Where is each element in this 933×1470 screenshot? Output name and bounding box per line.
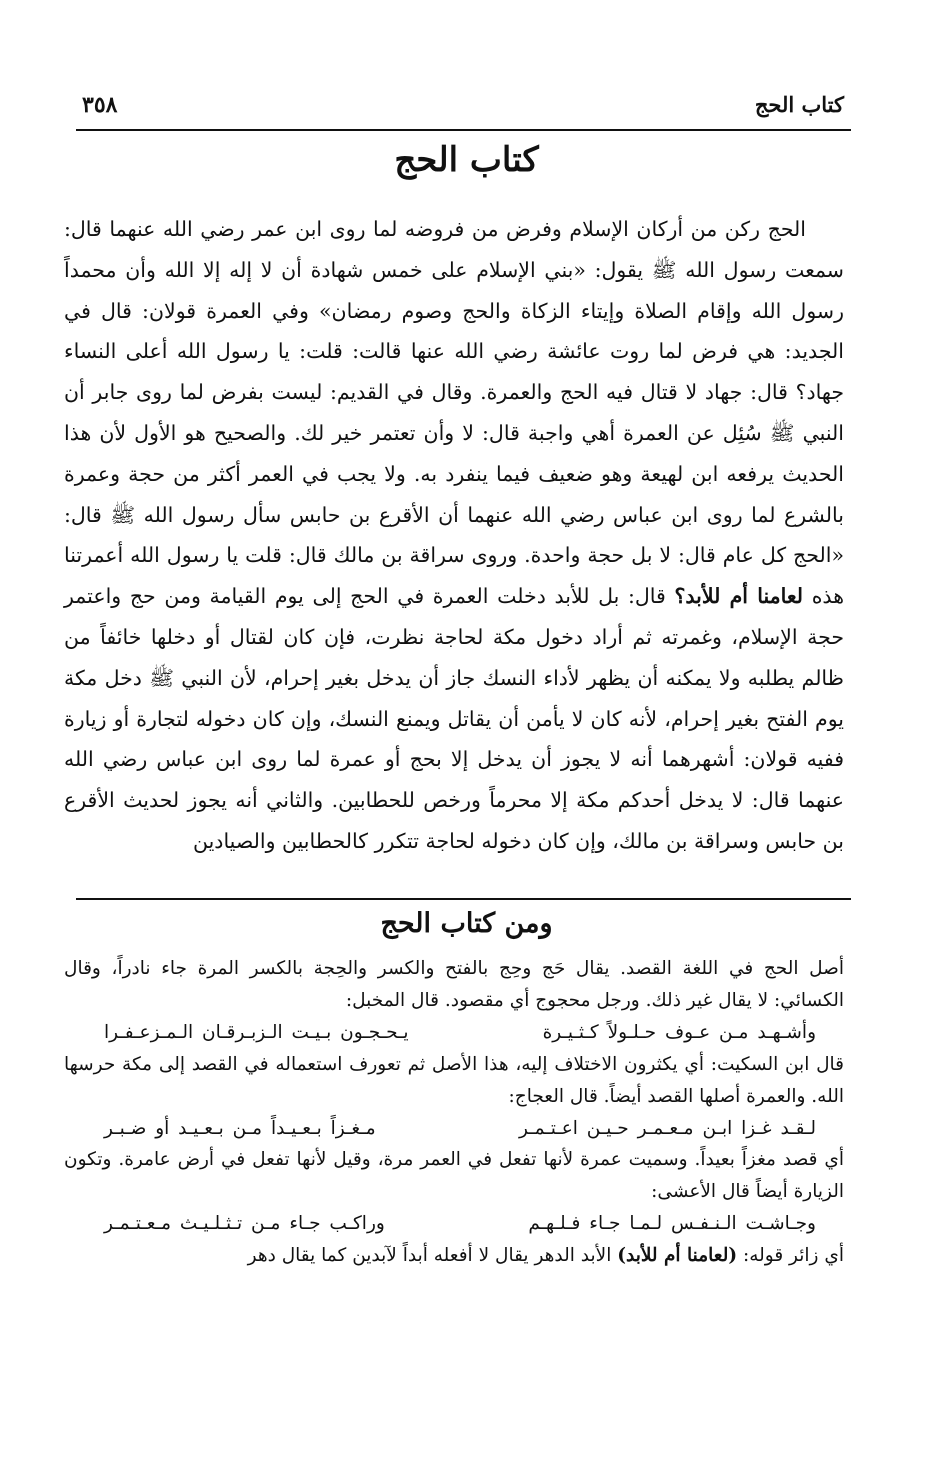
poetry-verse <box>64 1113 844 1145</box>
commentary-title: ومن كتاب الحج <box>380 908 553 939</box>
verse-first-hemistich: وأشـهـد مـن عـوف حـلـولاً كـثـيـرة <box>542 1021 816 1043</box>
commentary-bold-phrase: (لعامنا أم للأبد) <box>617 1245 738 1267</box>
commentary-separator-rule <box>76 898 851 900</box>
verse-first-hemistich: لـقـد غـزا ابـن مـعـمـر حـيـن اعـتـمـر <box>518 1117 816 1139</box>
commentary-paragraph: أي قصد مغزاً بعيداً. وسميت عمرة لأنها تفعل في العمر مرة، وقيل لأنها تفعل في أرض عامرة. وتكون الزيارة أيضاً قال الأعشى: <box>64 1149 844 1203</box>
page-number: ٣٥٨ <box>82 92 118 118</box>
verse-second-hemistich: يـحـجـون بـيـت الـزبـرقـان الـمـزعـفـرا <box>104 1021 409 1043</box>
main-text-part-1: الحج ركن من أركان الإسلام وفرض من فروضه لما روى ابن عمر رضي الله عنهما قال: سمعت رسول الله ﷺ يقول: «بني الإسلام على خمس شهادة أن لا إله إلا الله وأن محمداً رسول الله وإقام الصلاة وإيتاء الزكاة والحج وصوم رمضان» وفي العمرة قولان: قال في الجديد: هي فرض لما روت عائشة رضي الله عنها قالت: قلت: يا رسول الله أعلى النساء جهاد؟ قال: جهاد لا قتال فيه الحج والعمرة. وقال في القديم: ليست بفرض لما روى جابر أن النبي ﷺ سُئِل عن العمرة أهي واجبة قال: لا وأن تعتمر خير لك. والصحيح هو الأول لأن هذا الحديث يرفعه ابن لهيعة وهو ضعيف فيما ينفرد به. ولا يجب في العمر أكثر من حجة وعمرة بالشرع لما روى ابن عباس رضي الله عنهما أن الأقرع بن حابس سأل رسول الله ﷺ قال: «الحج كل عام قال: لا بل حجة واحدة. وروى سراقة بن مالك قال: قلت يا رسول الله أعمرتنا هذه <box>64 217 844 609</box>
poetry-verse <box>64 1017 844 1049</box>
running-header-title: كتاب الحج <box>754 92 844 117</box>
verse-second-hemistich: وراكـب جـاء مـن تـثـلـيـث مـعـتـمـر <box>104 1213 385 1235</box>
verse-second-hemistich: مـغـزاً بـعـيـداً مـن بـعـيـد أو ضـبـر <box>104 1117 376 1139</box>
commentary-paragraph: أصل الحج في اللغة القصد. يقال حَج وحِج بالفتح والكسر والحِجة بالكسر المرة جاء نادراً، وقال الكسائي: لا يقال غير ذلك. ورجل محجوج أي مقصود. قال المخبل: <box>64 958 844 1011</box>
main-text-part-2: قال: بل للأبد دخلت العمرة في الحج إلى يوم القيامة ومن حج واعتمر حجة الإسلام، وغمرته ثم أراد دخول مكة لحاجة نظرت، فإن كان لقتال أو دخلها خائفاً من ظالم يطلبه ولا يمكنه أن يظهر لأداء النسك جاز أن يدخل بغير إحرام، لأن النبي ﷺ دخل مكة يوم الفتح بغير إحرام، لأنه كان لا يأمن أن يقاتل ويمنع النسك، وإن كان دخوله لتجارة أو زيارة ففيه قولان: أشهرهما أنه لا يجوز أن يدخل إلا بحج أو عمرة لما روى ابن عباس رضي الله عنهما قال: لا يدخل أحدكم مكة إلا محرماً ورخص للحطابين. والثاني أنه يجوز لحديث الأقرع بن حابس وسراقة بن مالك، وإن كان دخوله لحاجة تتكرر كالحطابين والصيادين <box>64 584 844 853</box>
commentary-paragraph: قال ابن السكيت: أي يكثرون الاختلاف إليه، هذا الأصل ثم تعورف استعماله في القصد إلى مكة حرسها الله. والعمرة أصلها القصد أيضاً. قال العجاج: <box>64 1053 844 1107</box>
main-paragraph <box>64 209 844 862</box>
header-rule <box>76 129 851 131</box>
main-text-bold-phrase: لعامنا أم للأبد؟ <box>674 584 804 609</box>
chapter-title: كتاب الحج <box>394 140 539 180</box>
main-text <box>64 209 844 862</box>
verse-first-hemistich: وجـاشـت الـنـفـس لـمـا جـاء فـلـهـم <box>528 1213 816 1235</box>
commentary-section <box>64 953 844 1272</box>
commentary-text: الأبد الدهر يقال لا أفعله أبداً لآبدين كما يقال دهر <box>247 1245 612 1267</box>
commentary-text: أي زائر قوله: <box>742 1245 844 1267</box>
commentary-paragraph <box>64 1240 844 1272</box>
poetry-verse <box>64 1208 844 1240</box>
